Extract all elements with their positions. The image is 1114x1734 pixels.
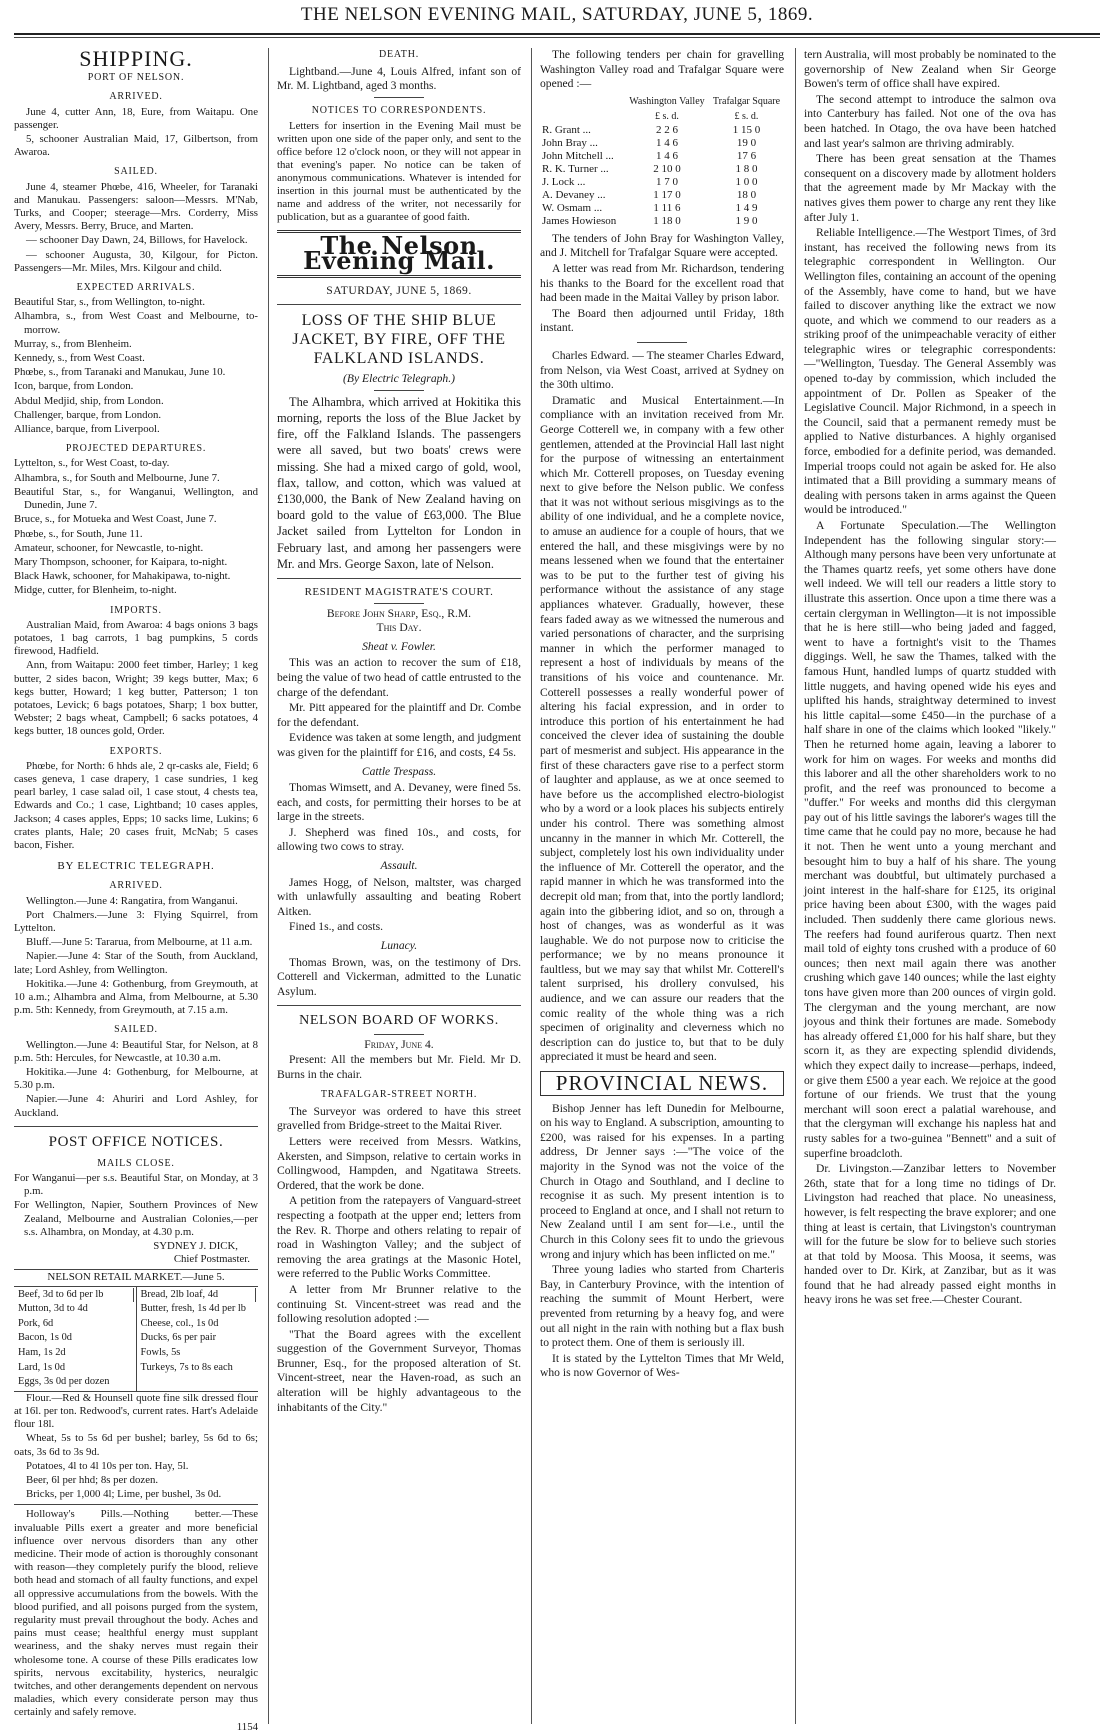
case-body: Fined 1s., and costs. (289, 920, 384, 934)
list-item: Hokitika.—June 4: Gothenburg, from Greymouth, at 10 a.m.; Alhambra and Alma, from Melbourne, at 5.30 p.m. 5th: Kennedy, from Greymouth, at 7.15 a.m. (14, 977, 258, 1017)
case-body: J. Shepherd was fined 10s., and costs, for allowing two cows to stray. (277, 825, 521, 854)
market-note: Beer, 6l per hhd; 8s per dozen. (26, 1474, 159, 1487)
list-item: Lyttelton, s., for West Coast, to-day. (14, 457, 170, 470)
list-item: Bruce, s., for Motueka and West Coast, June 7. (14, 513, 217, 526)
table-cell: 18 0 (736, 188, 757, 201)
table-header (540, 94, 784, 109)
works-date: Friday, June 4. (364, 1038, 434, 1052)
body-paragraph: The tenders of John Bray for Washington Valley, and J. Mitchell for Trafalgar Square were accepted. (540, 231, 784, 260)
case-body: Thomas Brown, was, on the testimony of Drs. Cotterell and Vickerman, admitted to the Lunatic Asylum. (277, 955, 521, 998)
tenders-intro: The following tenders per chain for gravelling Washington Valley road and Trafalgar Square were opened :— (540, 48, 784, 91)
works-body: Present: All the members but Mr. Field. Mr D. Burns in the chair. (277, 1053, 521, 1081)
list-item: Icon, barque, from London. (14, 380, 134, 393)
advert-number: 1154 (236, 1720, 258, 1733)
case-body: Evidence was taken at some length, and judgment was given for the plaintiff for £16, and costs, £4 5s. (277, 731, 521, 759)
table-cell (540, 109, 625, 124)
provincial-box (540, 1071, 784, 1096)
case-body: This was an action to recover the sum of £18, being the value of two head of cattle entrusted to the charge of the defendant. (277, 656, 521, 699)
market-title: NELSON RETAIL MARKET.—June 5. (14, 1271, 258, 1286)
list-item: Kennedy, s., from West Coast. (14, 352, 145, 365)
list-item: Beautiful Star, s., from Wellington, to-night. (14, 296, 206, 309)
case-body: Mr. Pitt appeared for the plaintiff and Dr. Combe for the defendant. (277, 701, 521, 729)
works-body: "That the Board agrees with the excellent suggestion of the Government Surveyor, Thomas Brunner, Esq., for the proposed alteration of St. Vincent-street, near the Haven-road, as such an alteration will be highly advantageous to the inhabitants of the City." (277, 1327, 521, 1414)
market-note: Potatoes, 4l to 4l 10s per ton. Hay, 5l. (26, 1459, 189, 1472)
table-row (540, 189, 784, 202)
market-item: Pork, 6d (18, 1317, 54, 1329)
list-item: — schooner Augusta, 30, Kilgour, for Picton. Passengers—Mr. Miles, Mrs. Kilgour and child. (14, 248, 258, 274)
market-item: Eggs, 3s 0d per dozen (18, 1376, 110, 1388)
holloway-advert: Holloway's Pills.—Nothing better.—These invaluable Pills exert a greater and more beneficial influence over nervous disorders than any other medicine. Their mode of action is thoroughly consonant with reason—they completely purify the blood, relieve both head and stomach of all faulty functions, and expel all oppressive accumulations from the bowels. With the blood purified, and all poisons purged from the system, regularity must prevail throughout the body. Aches and pains must cease; healthful energy must supplant weariness, and the shaky nerves must regain their wholesome tone. A course of these Pills eradicates low spirits, nervous excitability, hysterics, neuralgic twitches, and other derangements dependent on nervous maladies, which every considerate person may thus certainly and safely remove. (14, 1508, 258, 1719)
list-item: Abdul Medjid, ship, from London. (14, 394, 164, 407)
market-right (137, 1287, 259, 1391)
projected-title: PROJECTED DEPARTURES. (65, 443, 207, 455)
column-divider (795, 48, 796, 1724)
list-item: Beautiful Star, s., for Wanganui, Wellington, and Dunedin, June 7. (14, 485, 258, 512)
list-item: — schooner Day Dawn, 24, Billows, for Havelock. (26, 234, 248, 247)
expected-title: EXPECTED ARRIVALS. (76, 282, 196, 294)
list-item: Wellington.—June 4: Rangatira, from Wanganui. (26, 894, 238, 907)
list-item: For Wanganui—per s.s. Beautiful Star, on Monday, at 3 p.m. (14, 1172, 258, 1198)
table-row (540, 163, 784, 176)
divider (637, 342, 687, 343)
table-cell: 17 6 (736, 149, 757, 162)
loss-subhead: (By Electric Telegraph.) (343, 372, 455, 386)
works-body: A letter from Mr Brunner relative to the continuing St. Vincent-street was read and the following resolution adopted :— (277, 1282, 521, 1326)
column-1 (14, 46, 258, 1733)
postmaster-name: SYDNEY J. DICK, (153, 1240, 238, 1253)
body-paragraph: tern Australia, will most probably be nominated to the governorship of New Zealand when Sir George Bowen's term of office shall have expired. (804, 48, 1056, 91)
list-item: June 4, cutter Ann, 18, Eure, from Waitapu. One passenger. (14, 105, 258, 131)
arrived-title: ARRIVED. (109, 91, 163, 103)
column-2 (277, 48, 521, 1724)
death-notice: Lightband.—June 4, Louis Alfred, infant son of Mr. M. Lightband, aged 3 months. (277, 64, 521, 93)
body-paragraph: Reliable Intelligence.—The Westport Times, of 3rd instant, has received the following news from its telegraphic correspondent in Wellington. Our Wellington files, containing an account of the opening of the Assembly, have come to hand, but we have failed to discover anything like the extract we now quote, and which we commend to our readers as a striking proof of the unimpeachable veracity of either telegraphic wires or telegraphic correspondents:—"Wellington, Tuesday. The General Assembly was opened to-day by commission, which included the appointment of Dr. Pollen as Speaker of the Legislative Council. Major Richmond, in a speech in the Council, said that a permanent remedy must be applied to Native disturbances. A highly organised force, embodied for a definite period, was demanded. Imperial troops could not again be asked for. He also intimated that a Bill providing a summary means of dealing with persons taken in arms against the Queen would be introduced." (804, 226, 1056, 517)
column-4 (804, 48, 1056, 1724)
list-item: Bluff.—June 5: Tararua, from Melbourne, at 11 a.m. (26, 936, 253, 949)
works-body: A petition from the ratepayers of Vanguard-street respecting a footpath at the upper end; letters from the Rev. R. Thorpe and others relating to repair of road in Washington Valley; and the subject of removing the area gratings at the Masonic Hotel, were referred to the Public Works Committee. (277, 1194, 521, 1281)
case-body: Thomas Wimsett, and A. Devaney, were fined 5s. each, and costs, for permitting their horses to be at large in the streets. (277, 781, 521, 824)
list-item: Midge, cutter, for Blenheim, to-night. (14, 584, 177, 597)
table-cell: R. Grant ... (542, 123, 591, 136)
table-cell: 19 0 (736, 136, 757, 149)
divider (374, 97, 424, 98)
market-item: Beef, 3d to 6d per lb (16, 1288, 134, 1303)
postmaster-title: Chief Postmaster. (173, 1253, 250, 1266)
imports-title: IMPORTS. (110, 604, 162, 616)
works-title: NELSON BOARD OF WORKS. (299, 1013, 499, 1029)
table-cell: John Bray ... (542, 136, 598, 149)
table-cell: A. Devaney ... (542, 188, 606, 201)
body-paragraph: A letter was read from Mr. Richardson, tendering his thanks to the Board for the excellent road that had been made in the Maitai Valley by prison labor. (540, 261, 784, 305)
table-cell: John Mitchell ... (542, 149, 614, 162)
table-header (540, 109, 784, 124)
divider (374, 1034, 424, 1035)
paper-title: The Nelson Evening Mail. (303, 231, 495, 275)
column-divider (531, 48, 532, 1724)
market-note: Bricks, per 1,000 4l; Lime, per bushel, 3s 0d. (26, 1488, 222, 1501)
list-item: For Wellington, Napier, Southern Provinces of New Zealand, Melbourne and Australian Colonies,—per s.s. Alhambra, on Monday, at 4.30 p.m. (14, 1199, 258, 1238)
body-paragraph: Dr. Livingston.—Zanzibar letters to November 26th, state that for a long time no tidings of Dr. Livingston had reached that place. No uneasiness, however, is felt respecting the brave explorer; and one thing at least is certain, that Livingston's countryman will for the future be slow for to believe such stories at that told by Moosa. This Moosa, it seems, was handed over to Dr. Kirk, at Zanzibar, but as it was found that he had already passed eight months in heavy irons he was set free.—Chester Courant. (804, 1162, 1056, 1307)
table-cell: 1 4 6 (655, 149, 678, 162)
table-row (540, 137, 784, 150)
body-paragraph: A Fortunate Speculation.—The Wellington Independent has the following singular story:—Although many persons have been very unfortunate at the Thames quartz reefs, yet some others have done well indeed. We will tell our readers a little story to illustrate this assertion. Once upon a time there was a certain clergyman in Wellington—it is not impossible that he is here still—who being jaded and fagged, went to have a fortnight's visit to the Thames diggings. Well, he saw the Thames, talked with the famous Hunt, handled lumps of quartz studded with little nuggets, and having opened wide his eyes and uplifted his hands, straightway determined to invest his little capital—some £450—in the purchase of a half share in one of the claims which looked "likely." Then he returned home again, leaving a laborer to work for him on wages. For weeks and months did this laborer and all the other shareholders work to no profit, and the reef was pronounced to become a "duffer." For weeks and months did this clergyman pay out of his little savings the laborer's wages till the time came that he could pay no more, because he had it not. Then he went unto a young merchant and besought him to buy a half of his share. The young merchant was doubtful, but ultimately purchased a joint interest in the half-share for £125, its original price having been about £300, with the wages paid included. Then suddenly there came glorious news. The reefers had found auriferous quartz. Then next mail told of eighty tons crushed with a produce of 60 ounces; then next mail again there was another crushing which gave 140 ounces; while the last eighty tons have given more than 200 ounces of virgin gold. The clergyman and the young merchant, are now joyous and think their fortunes are made. Somebody has already offered £1,000 for his half share, but they scorn it, as they are expecting splendid dividends, which they expect daily to increase—perhaps, indeed, or give them £500 a year each. We rejoice at the good fortune of our friends. We trust that the young merchant will soon erect a palatial warehouse, and that the clergyman will exchange his napless hat and rusty sables for a two-guinea "Bennett" and a suit of superfine broadcloth. (804, 519, 1056, 1160)
list-item: Ann, from Waitapu: 2000 feet timber, Harley; 1 keg butter, 2 sides bacon, Wright; 39 kegs butter, Max; 6 kegs butter, Howard; 1 keg butter, Patterson; 1 ton potatoes, Levick; 6 bags potatoes, Sharp; 1 box butter, Webster; 2 bags wheat, Campbell; 6 sacks potatoes, 4 kegs butter, 18 ounces gold, Order. (14, 659, 258, 738)
table-cell: 1 18 0 (653, 214, 681, 227)
list-item: Alliance, barque, from Liverpool. (14, 423, 160, 436)
table-row (540, 124, 784, 137)
death-title: DEATH. (378, 49, 420, 60)
divider (14, 1269, 258, 1270)
loss-body: The Alhambra, which arrived at Hokitika this morning, reports the loss of the Blue Jacket by fire, off the Falkland Islands. The passengers were all saved, but two boats' crews were missing. She had a mixed cargo of gold, wool, flax, tallow, and cotton, which was valued at £130,000, the Bank of New Zealand having on board gold to the value of £63,000. The Blue Jacket sailed from Lyttelton for London in February last, and among her passengers were Mr. and Mrs. George Saxon, late of Nelson. (277, 394, 521, 571)
list-item: Phœbe, s., for South, June 11. (14, 527, 143, 540)
court-day: This Day. (376, 621, 422, 635)
table-row (540, 176, 784, 189)
table-cell: W. Osmam ... (542, 201, 603, 214)
table-cell: 1 4 6 (655, 136, 678, 149)
market-item: Bread, 2lb loaf, 4d (139, 1288, 257, 1303)
divider (374, 603, 424, 604)
table-cell: 1 11 6 (653, 201, 681, 214)
list-item: Napier.—June 4: Star of the South, from Auckland, late; Lord Ashley, from Wellington. (14, 950, 258, 976)
loss-title: LOSS OF THE SHIP BLUE JACKET, BY FIRE, OFF THE FALKLAND ISLANDS. (292, 312, 506, 368)
list-item: Amateur, schooner, for Newcastle, to-night. (14, 541, 204, 554)
divider (374, 390, 424, 391)
body-paragraph: Charles Edward. — The steamer Charles Edward, from Nelson, via West Coast, arrived at Sydney on the 30th ultimo. (540, 348, 784, 392)
tenders-table (540, 94, 784, 228)
court-before: Before John Sharp, Esq., R.M. (326, 606, 472, 620)
shipping-title: SHIPPING. (79, 46, 193, 71)
table-cell: 1 15 0 (732, 123, 761, 136)
column-3 (540, 48, 784, 1724)
list-item: June 4, steamer Phœbe, 416, Wheeler, for Taranaki and Manukau. Passengers: saloon—Messrs. M'Nab, Turks, and Cooper; steerage—Mrs. Corderry, Miss Avery, Messrs. Berry, Bruce, and Marten. (14, 180, 258, 233)
masthead-rule-thin (14, 37, 1100, 38)
case-title: Assault. (380, 859, 418, 873)
table-row (540, 150, 784, 163)
market-item: Ham, 1s 2d (18, 1347, 66, 1359)
table-cell: 1 7 0 (655, 175, 678, 188)
divider (277, 275, 521, 278)
market-item: Mutton, 3d to 4d (18, 1303, 88, 1315)
tel-sailed-title: SAILED. (114, 1024, 158, 1036)
provincial-title: PROVINCIAL NEWS. (555, 1071, 769, 1096)
date-line: SATURDAY, JUNE 5, 1869. (326, 283, 472, 297)
table-cell: James Howieson (542, 214, 617, 227)
table-cell (540, 94, 625, 109)
table-cell: 2 10 0 (653, 162, 681, 175)
list-item: Phœbe, s., from Taranaki and Manukau, June 10. (14, 366, 226, 379)
list-item: Murray, s., from Blenheim. (14, 337, 132, 350)
post-office-title: POST OFFICE NOTICES. (48, 1133, 224, 1150)
divider (277, 578, 521, 579)
list-item: Alhambra, s., for South and Melbourne, June 7. (14, 471, 220, 484)
table-cell: 1 17 0 (653, 188, 681, 201)
list-item: Alhambra, s., from West Coast and Melbourne, to-morrow. (14, 310, 258, 336)
market-item: Butter, fresh, 1s 4d per lb (140, 1303, 246, 1315)
table-cell: Trafalgar Square (712, 95, 781, 107)
body-paragraph: Dramatic and Musical Entertainment.—In compliance with an invitation received from Mr. George Cotterell we, in company with a few other gentlemen, attended at the Provincial Hall last night for the purpose of witnessing an entertainment which Mr. Cotterell proposes, on Tuesday evening next to give before the Nelson public. We confess that it was not without serious misgivings as to the ability of one individual, and he a complete novice, to amuse an audience for a couple of hours, that we entered the hall, and these misgivings were by no means lessened when we found that the entertainer was to be put to the further test of giving his performance without the assistance of any stage appliances whatever. Gradually, however, these fears faded away as we witnessed the numerous and varied personations of character, and the surprising manner in which the performer managed to represent a host of individuals by means of the transitions of his voice and countenance. Mr. Cotterell possesses a really wonderful power of altering his facial expression, and in order to introduce this portion of his entertainment he had conceived the clever idea of sustaining the double part of mesmerist and subject. His appearance in the first of these characters gave rise to a perfect storm of laughter and applause, as we at once seemed to have before us the accomplished electro-biologist who by a word or a look places his subjects entirely under his control. There was something almost uncanny in the manner in which Mr. Cotterell, the subject, completely lost his own individuality under the influence of Mr. Cotterell the operator, and the rapid manner in which he was transformed into the decrepit old man; from that, into the portly landlord; again into the gibbering idiot, and so on, through a host of changes, was as wonderful as it was laughable. We do not purpose now to criticise the performance; we by no means pronounce it faultless, but we may say that whilst Mr. Cotterell's talent surprised, his drollery convulsed, his audience, and we can assure our readers that the comic reality of the whole thing was a rich specimen of originality and cleverness which no description can do justice to, but that to be duly appreciated it must be heard and seen. (540, 393, 784, 1064)
case-title: Cattle Trespass. (361, 764, 437, 778)
market-item: Lard, 1s 0d (18, 1361, 66, 1373)
body-paragraph: Bishop Jenner has left Dunedin for Melbourne, on his way to England. A subscription, amounting to £200, was raised for his expenses. In a parting address, Dr Jenner says :—"The voice of the majority in the Synod was not the voice of the Church in Otago and Southland, and I decline to recognise it as such. My present intention is to proceed to England at once, and I shall not return to New Zealand until I am sent for—i.e., until the Church in this Colony sees fit to undo the grievous wrong and injury which has been inflicted on me." (540, 1101, 784, 1261)
sailed-title: SAILED. (114, 166, 158, 178)
table-cell: 1 0 0 (735, 175, 758, 188)
list-item: Black Hawk, schooner, for Mahakipawa, to-night. (14, 570, 231, 583)
table-cell: 1 8 0 (735, 162, 758, 175)
mails-title: MAILS CLOSE. (97, 1157, 175, 1169)
table-cell: R. K. Turner ... (542, 162, 609, 175)
body-paragraph: There has been great sensation at the Thames consequent on a discovery made by allotment holders that the agreement made by Mr Mackay with the natives gives them power to charge any rent they like after July 1. (804, 152, 1056, 224)
table-row (540, 202, 784, 215)
works-body: Letters were received from Messrs. Watkins, Akersten, and Simpson, relative to certain works in Collingwood, Hampden, and Ngatitawa Streets. Ordered, that the work be done. (277, 1134, 521, 1192)
column-divider (268, 48, 269, 1724)
masthead-rule (14, 33, 1100, 35)
market-item: Cheese, col., 1s 0d (140, 1317, 219, 1329)
works-body: The Surveyor was ordered to have this street gravelled from Bridge-street to the Maitai River. (277, 1104, 521, 1133)
exports-title: EXPORTS. (109, 745, 163, 757)
list-item: 5, schooner Australian Maid, 17, Gilbertson, from Awaroa. (14, 133, 258, 159)
table-cell: £ s. d. (734, 110, 759, 122)
list-item: Phœbe, for North: 6 hhds ale, 2 qr-casks ale, Field; 6 cases geneva, 1 case drapery, 1 case sundries, 1 keg pearl barley, 1 case salad oil, 1 case stout, 4 chests tea, Edwards and Co.; 1 case, Lightband; 10 cases apples, Jackson; 4 cases apples, Epps; 10 sacks lime, Lukins; 6 crates plants, Hale; 20 cases fruit, McNab; 5 cases bacon, Fisher. (14, 759, 258, 851)
works-subhead: TRAFALGAR-STREET NORTH. (320, 1089, 478, 1101)
table-cell: 1 4 9 (735, 201, 758, 214)
tel-arrived-title: ARRIVED. (109, 880, 163, 892)
table-cell: J. Lock ... (542, 175, 586, 188)
body-paragraph: The second attempt to introduce the salmon ova into Canterbury has failed. Not one of the ova has been hatched. In Otago, the ova have been hatched and last year's salmon are thriving admirably. (804, 92, 1056, 150)
market-item: Turkeys, 7s to 8s each (140, 1361, 233, 1373)
case-title: Lunacy. (380, 939, 418, 953)
market-note: Wheat, 5s to 5s 6d per bushel; barley, 5s 6d to 6s; oats, 3s 6d to 3s 9d. (14, 1432, 258, 1458)
body-paragraph: Three young ladies who started from Charteris Bay, in Canterbury Province, with the intention of reaching the summit of Mount Herbert, were prevented from returning by a heavy fog, and were out all night in the rain with nothing but a flax bush to protect them. One of them is seriously ill. (540, 1263, 784, 1350)
notices-body: Letters for insertion in the Evening Mail must be written upon one side of the paper only, and sent to the office before 12 o'clock noon, or they will not appear in that evening's paper. No notice can be taken of anonymous communications. Whatever is intended for insertion in this journal must be authenticated by the name and address of the writer, not necessarily for publication, but as a guarantee of good faith. (277, 120, 521, 224)
body-paragraph: The Board then adjourned until Friday, 18th instant. (540, 306, 784, 335)
market-item: Fowls, 5s (140, 1347, 181, 1359)
list-item: Mary Thompson, schooner, for Kaipara, to-night. (14, 555, 228, 568)
divider (14, 1126, 258, 1127)
list-item: Napier.—June 4: Ahuriri and Lord Ashley, for Auckland. (14, 1093, 258, 1119)
case-body: James Hogg, of Nelson, maltster, was charged with unlawfully assaulting and beating Robert Aitken. (277, 875, 521, 918)
table-cell: Washington Valley (629, 95, 705, 107)
list-item: Challenger, barque, from London. (14, 408, 162, 421)
table-cell: 2 2 6 (655, 123, 678, 136)
table-cell: 1 9 0 (735, 214, 758, 227)
divider (14, 1504, 258, 1505)
market-item: Ducks, 6s per pair (140, 1332, 217, 1344)
body-paragraph: It is stated by the Lyttelton Times that Mr Weld, who is now Governor of Wes- (540, 1351, 784, 1380)
list-item: Wellington.—June 4: Beautiful Star, for Nelson, at 8 p.m. 5th: Hercules, for Newcastle, at 10.30 a.m. (14, 1038, 258, 1064)
market-note: Flour.—Red & Hounsell quote fine silk dressed flour at 16l. per ton. Redwood's, current rates. Hart's Adelaide flour 18l. (14, 1391, 258, 1431)
market-item: Bacon, 1s 0d (18, 1332, 72, 1344)
list-item: Hokitika.—June 4: Gothenburg, for Melbourne, at 5.30 p.m. (14, 1066, 258, 1092)
case-title: Sheat v. Fowler. (362, 639, 436, 653)
court-title: RESIDENT MAGISTRATE'S COURT. (304, 585, 494, 598)
market-table (14, 1287, 258, 1392)
divider (277, 1005, 521, 1006)
telegraph-title: BY ELECTRIC TELEGRAPH. (57, 860, 215, 873)
divider (277, 304, 521, 305)
market-left (14, 1287, 137, 1391)
port-title: PORT OF NELSON. (87, 72, 185, 84)
notices-title: NOTICES TO CORRESPONDENTS. (311, 104, 487, 116)
list-item: Australian Maid, from Awaroa: 4 bags onions 3 bags potatoes, 1 bag carrots, 1 bag pumpkins, 5 cords firewood, Hadfield. (14, 618, 258, 658)
list-item: Port Chalmers.—June 3: Flying Squirrel, from Lyttelton. (14, 908, 258, 934)
table-cell: £ s. d. (654, 110, 679, 122)
masthead: THE NELSON EVENING MAIL, SATURDAY, JUNE 5, 1869. (300, 4, 814, 25)
table-row (540, 215, 784, 228)
